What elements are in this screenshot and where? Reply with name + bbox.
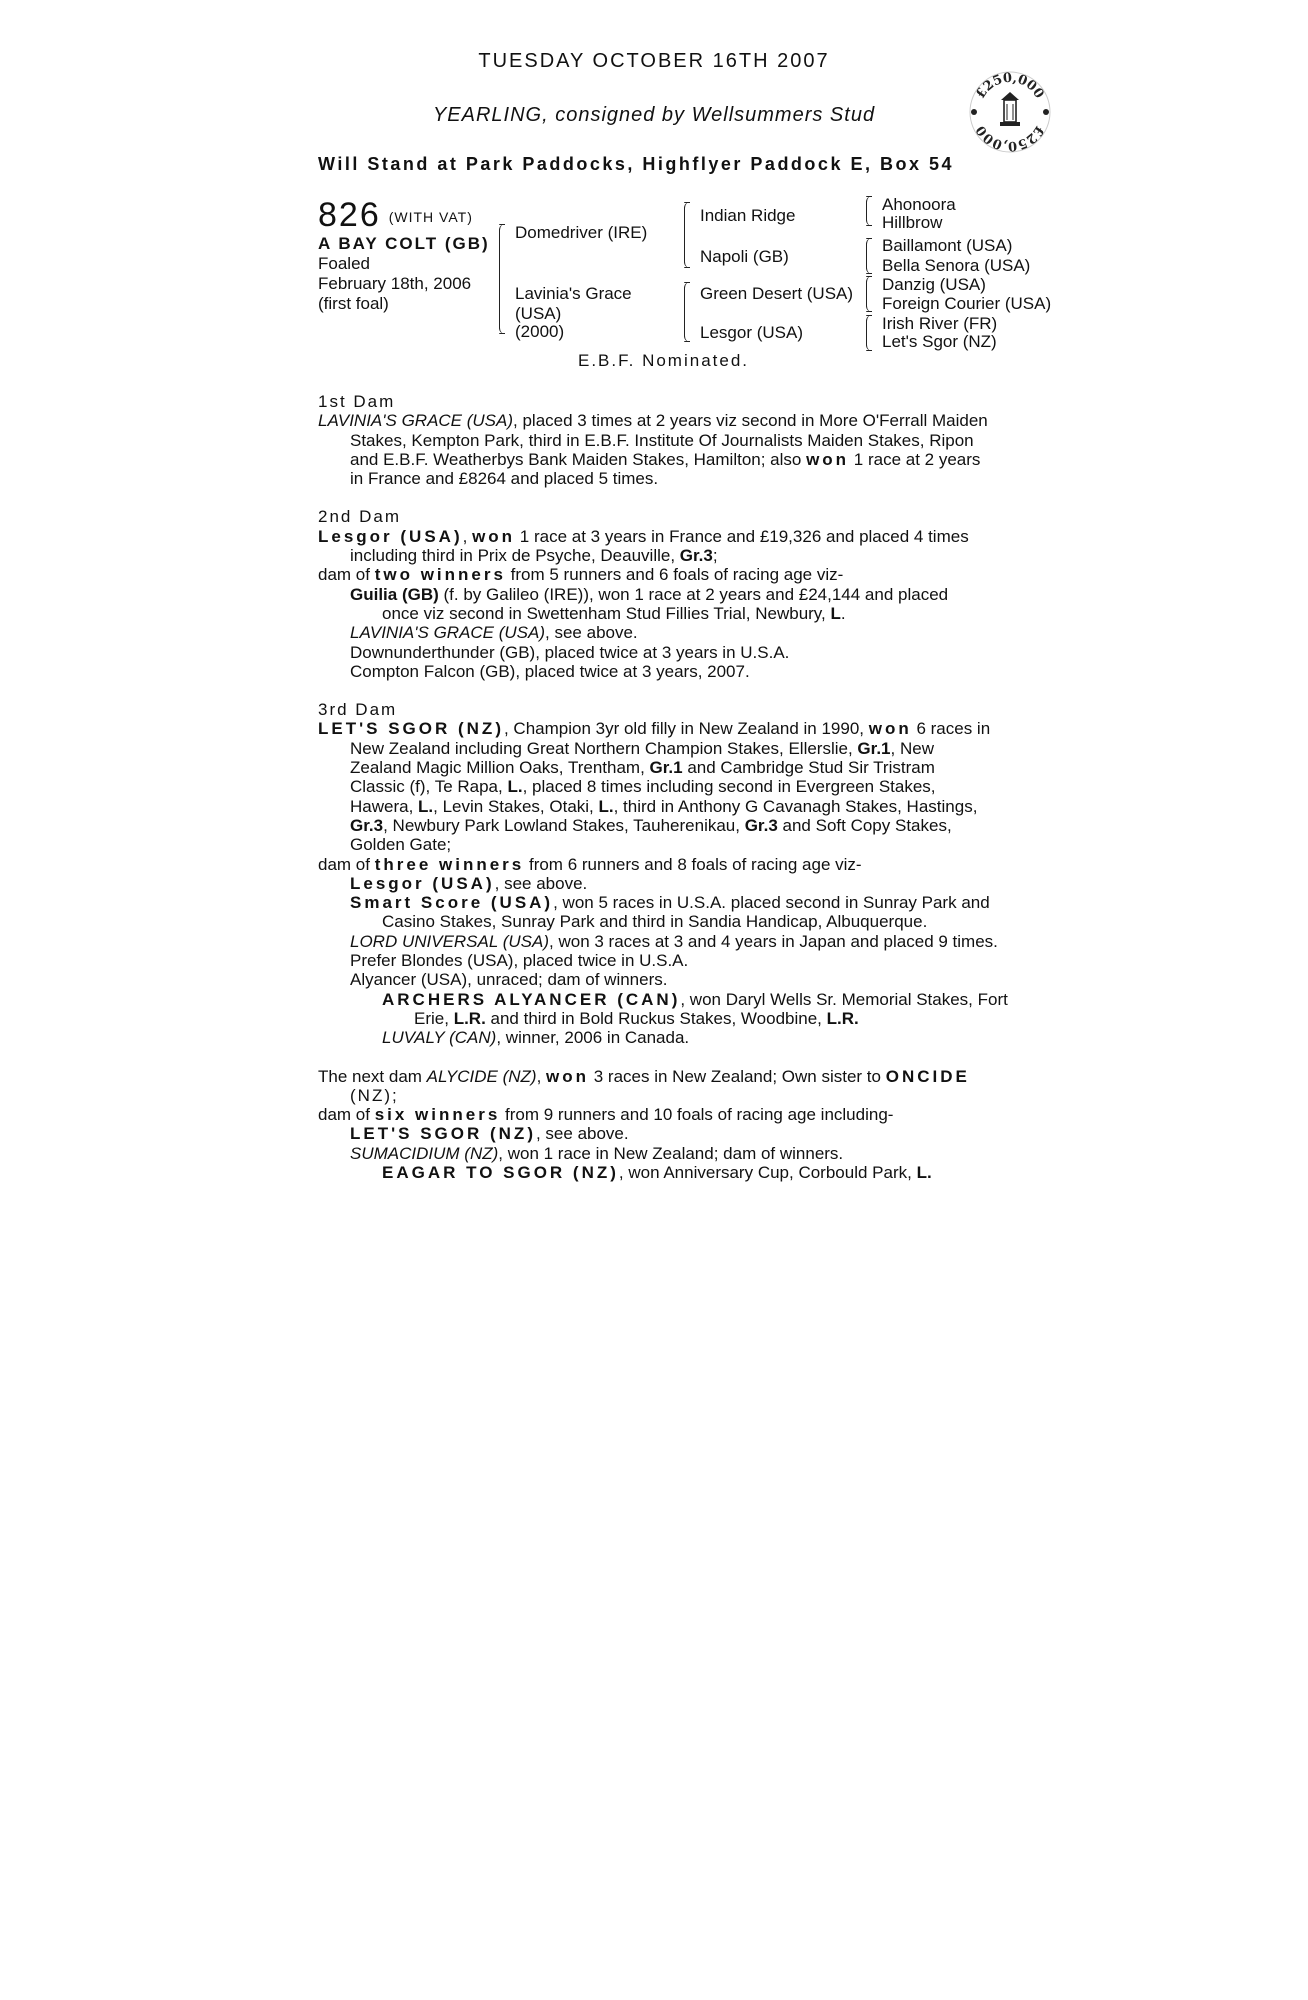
dam3-line: Zealand Magic Million Oaks, Trentham, Gr.1 and Cambridge Stud Sir Tristram: [350, 758, 935, 778]
sire-dam-sire: Baillamont (USA): [882, 236, 1013, 255]
consignment-line: YEARLING, consigned by Wellsummers Stud: [432, 104, 876, 126]
foaled-label: Foaled: [318, 254, 370, 273]
dam3-line: LET'S SGOR (NZ), Champion 3yr old filly in New Zealand in 1990, won 6 races in: [318, 719, 991, 739]
sire-dam-dam: Bella Senora (USA): [882, 256, 1031, 275]
dam-sire-sire: Danzig (USA): [882, 275, 986, 294]
produce-line: LET'S SGOR (NZ), see above.: [350, 1124, 629, 1144]
dam2-line: including third in Prix de Psyche, Deauville, Gr.3;: [350, 546, 718, 566]
dam-dam-sire: Irish River (FR): [882, 314, 998, 333]
dam-country: (USA): [515, 304, 562, 323]
produce-line: once viz second in Swettenham Stud Fillies Trial, Newbury, L.: [382, 603, 846, 623]
dam3-line: Hawera, L., Levin Stakes, Otaki, L., third in Anthony G Cavanagh Stakes, Hastings,: [350, 796, 978, 816]
svg-text:£250,000: £250,000: [973, 122, 1047, 154]
produce-line: Prefer Blondes (USA), placed twice in U.S.A.: [350, 951, 689, 971]
pedigree-brace: [499, 224, 509, 334]
dam1-line: in France and £8264 and placed 5 times.: [350, 469, 659, 489]
dam3-line: New Zealand including Great Northern Champion Stakes, Ellerslie, Gr.1, New: [350, 738, 934, 758]
produce-line: Lesgor (USA), see above.: [350, 873, 588, 893]
pedigree-brace: [866, 196, 876, 226]
produce-line: Casino Stakes, Sunray Park and third in Sandia Handicap, Albuquerque.: [382, 912, 928, 932]
dam: Lavinia's Grace: [515, 284, 632, 303]
nextdam-line: (NZ);: [350, 1085, 399, 1105]
dam1-heading: 1st Dam: [318, 392, 396, 411]
price-seal-icon: [968, 70, 1052, 154]
produce-line: Compton Falcon (GB), placed twice at 3 years, 2007.: [350, 661, 750, 681]
grandproduce-line: LUVALY (CAN), winner, 2006 in Canada.: [382, 1028, 690, 1048]
dam3-line: Classic (f), Te Rapa, L., placed 8 times including second in Evergreen Stakes,: [350, 777, 936, 797]
dam-sire: Green Desert (USA): [700, 284, 854, 303]
pedigree-brace: [866, 238, 876, 274]
svg-text:£250,000: £250,000: [973, 70, 1047, 102]
pedigree-brace: [684, 282, 694, 342]
dam3-line: Gr.3, Newbury Park Lowland Stakes, Tauherenikau, Gr.3 and Soft Copy Stakes,: [350, 815, 952, 835]
sire-sire-sire: Ahonoora: [882, 195, 956, 214]
dam-year: (2000): [515, 322, 565, 341]
dam2-produce-summary: dam of two winners from 5 runners and 6 foals of racing age viz-: [318, 565, 844, 585]
sire-dam: Napoli (GB): [700, 247, 789, 266]
dam2-line: Lesgor (USA), won 1 race at 3 years in France and £19,326 and placed 4 times: [318, 526, 969, 546]
dam1-line: and E.B.F. Weatherbys Bank Maiden Stakes, Hamilton; also won 1 race at 2 years: [350, 449, 981, 469]
first-foal-note: (first foal): [318, 294, 389, 313]
dam3-produce-summary: dam of three winners from 6 runners and 8 foals of racing age viz-: [318, 854, 862, 874]
produce-line: LORD UNIVERSAL (USA), won 3 races at 3 and 4 years in Japan and placed 9 times.: [350, 931, 998, 951]
produce-line: Alyancer (USA), unraced; dam of winners.: [350, 970, 668, 990]
pedigree-brace: [684, 202, 694, 268]
ebf-nominated: E.B.F. Nominated.: [578, 351, 750, 370]
dam-dam-dam: Let's Sgor (NZ): [882, 332, 997, 351]
vat-note: (WITH VAT): [388, 209, 473, 226]
sale-date: TUESDAY OCTOBER 16TH 2007: [478, 50, 830, 72]
nextdam-produce-summary: dam of six winners from 9 runners and 10 foals of racing age including-: [318, 1105, 894, 1125]
produce-line: LAVINIA'S GRACE (USA), see above.: [350, 623, 638, 643]
catalogue-text: [318, 392, 1008, 1182]
dam-sire-dam: Foreign Courier (USA): [882, 294, 1052, 313]
dam2-heading: 2nd Dam: [318, 507, 401, 527]
stand-location: Will Stand at Park Paddocks, Highflyer Paddock E, Box 54: [318, 154, 954, 174]
produce-line: Guilia (GB) (f. by Galileo (IRE)), won 1 race at 2 years and £24,144 and placed: [350, 584, 949, 604]
grandproduce-line: Erie, L.R. and third in Bold Ruckus Stakes, Woodbine, L.R.: [414, 1008, 859, 1028]
pedigree-brace: [866, 315, 876, 351]
dam1-line: LAVINIA'S GRACE (USA), placed 3 times at 2 years viz second in More O'Ferrall Maiden: [318, 411, 988, 431]
dam3-heading: 3rd Dam: [318, 700, 398, 720]
pedigree-brace: [866, 276, 876, 312]
foaled-date: February 18th, 2006: [318, 274, 472, 293]
sire-sire-dam: Hillbrow: [882, 213, 943, 232]
dam1-line: Stakes, Kempton Park, third in E.B.F. Institute Of Journalists Maiden Stakes, Ripon: [350, 430, 974, 450]
nextdam-line: The next dam ALYCIDE (NZ), won 3 races in New Zealand; Own sister to ONCIDE: [318, 1066, 970, 1086]
lot-number: 826 (WITH VAT): [318, 196, 473, 234]
produce-line: SUMACIDIUM (NZ), won 1 race in New Zealand; dam of winners.: [350, 1143, 844, 1163]
produce-line: Smart Score (USA), won 5 races in U.S.A. placed second in Sunray Park and: [350, 893, 990, 913]
sire-sire: Indian Ridge: [700, 206, 796, 225]
lot-title: A BAY COLT (GB): [318, 234, 490, 253]
produce-line: Downunderthunder (GB), placed twice at 3 years in U.S.A.: [350, 642, 790, 662]
sire: Domedriver (IRE): [515, 223, 648, 242]
grandproduce-line: ARCHERS ALYANCER (CAN), won Daryl Wells Sr. Memorial Stakes, Fort: [382, 989, 1008, 1009]
dam-dam: Lesgor (USA): [700, 323, 803, 342]
grandproduce-line: EAGAR TO SGOR (NZ), won Anniversary Cup, Corbould Park, L.: [382, 1162, 932, 1182]
dam3-line: Golden Gate;: [350, 835, 452, 855]
